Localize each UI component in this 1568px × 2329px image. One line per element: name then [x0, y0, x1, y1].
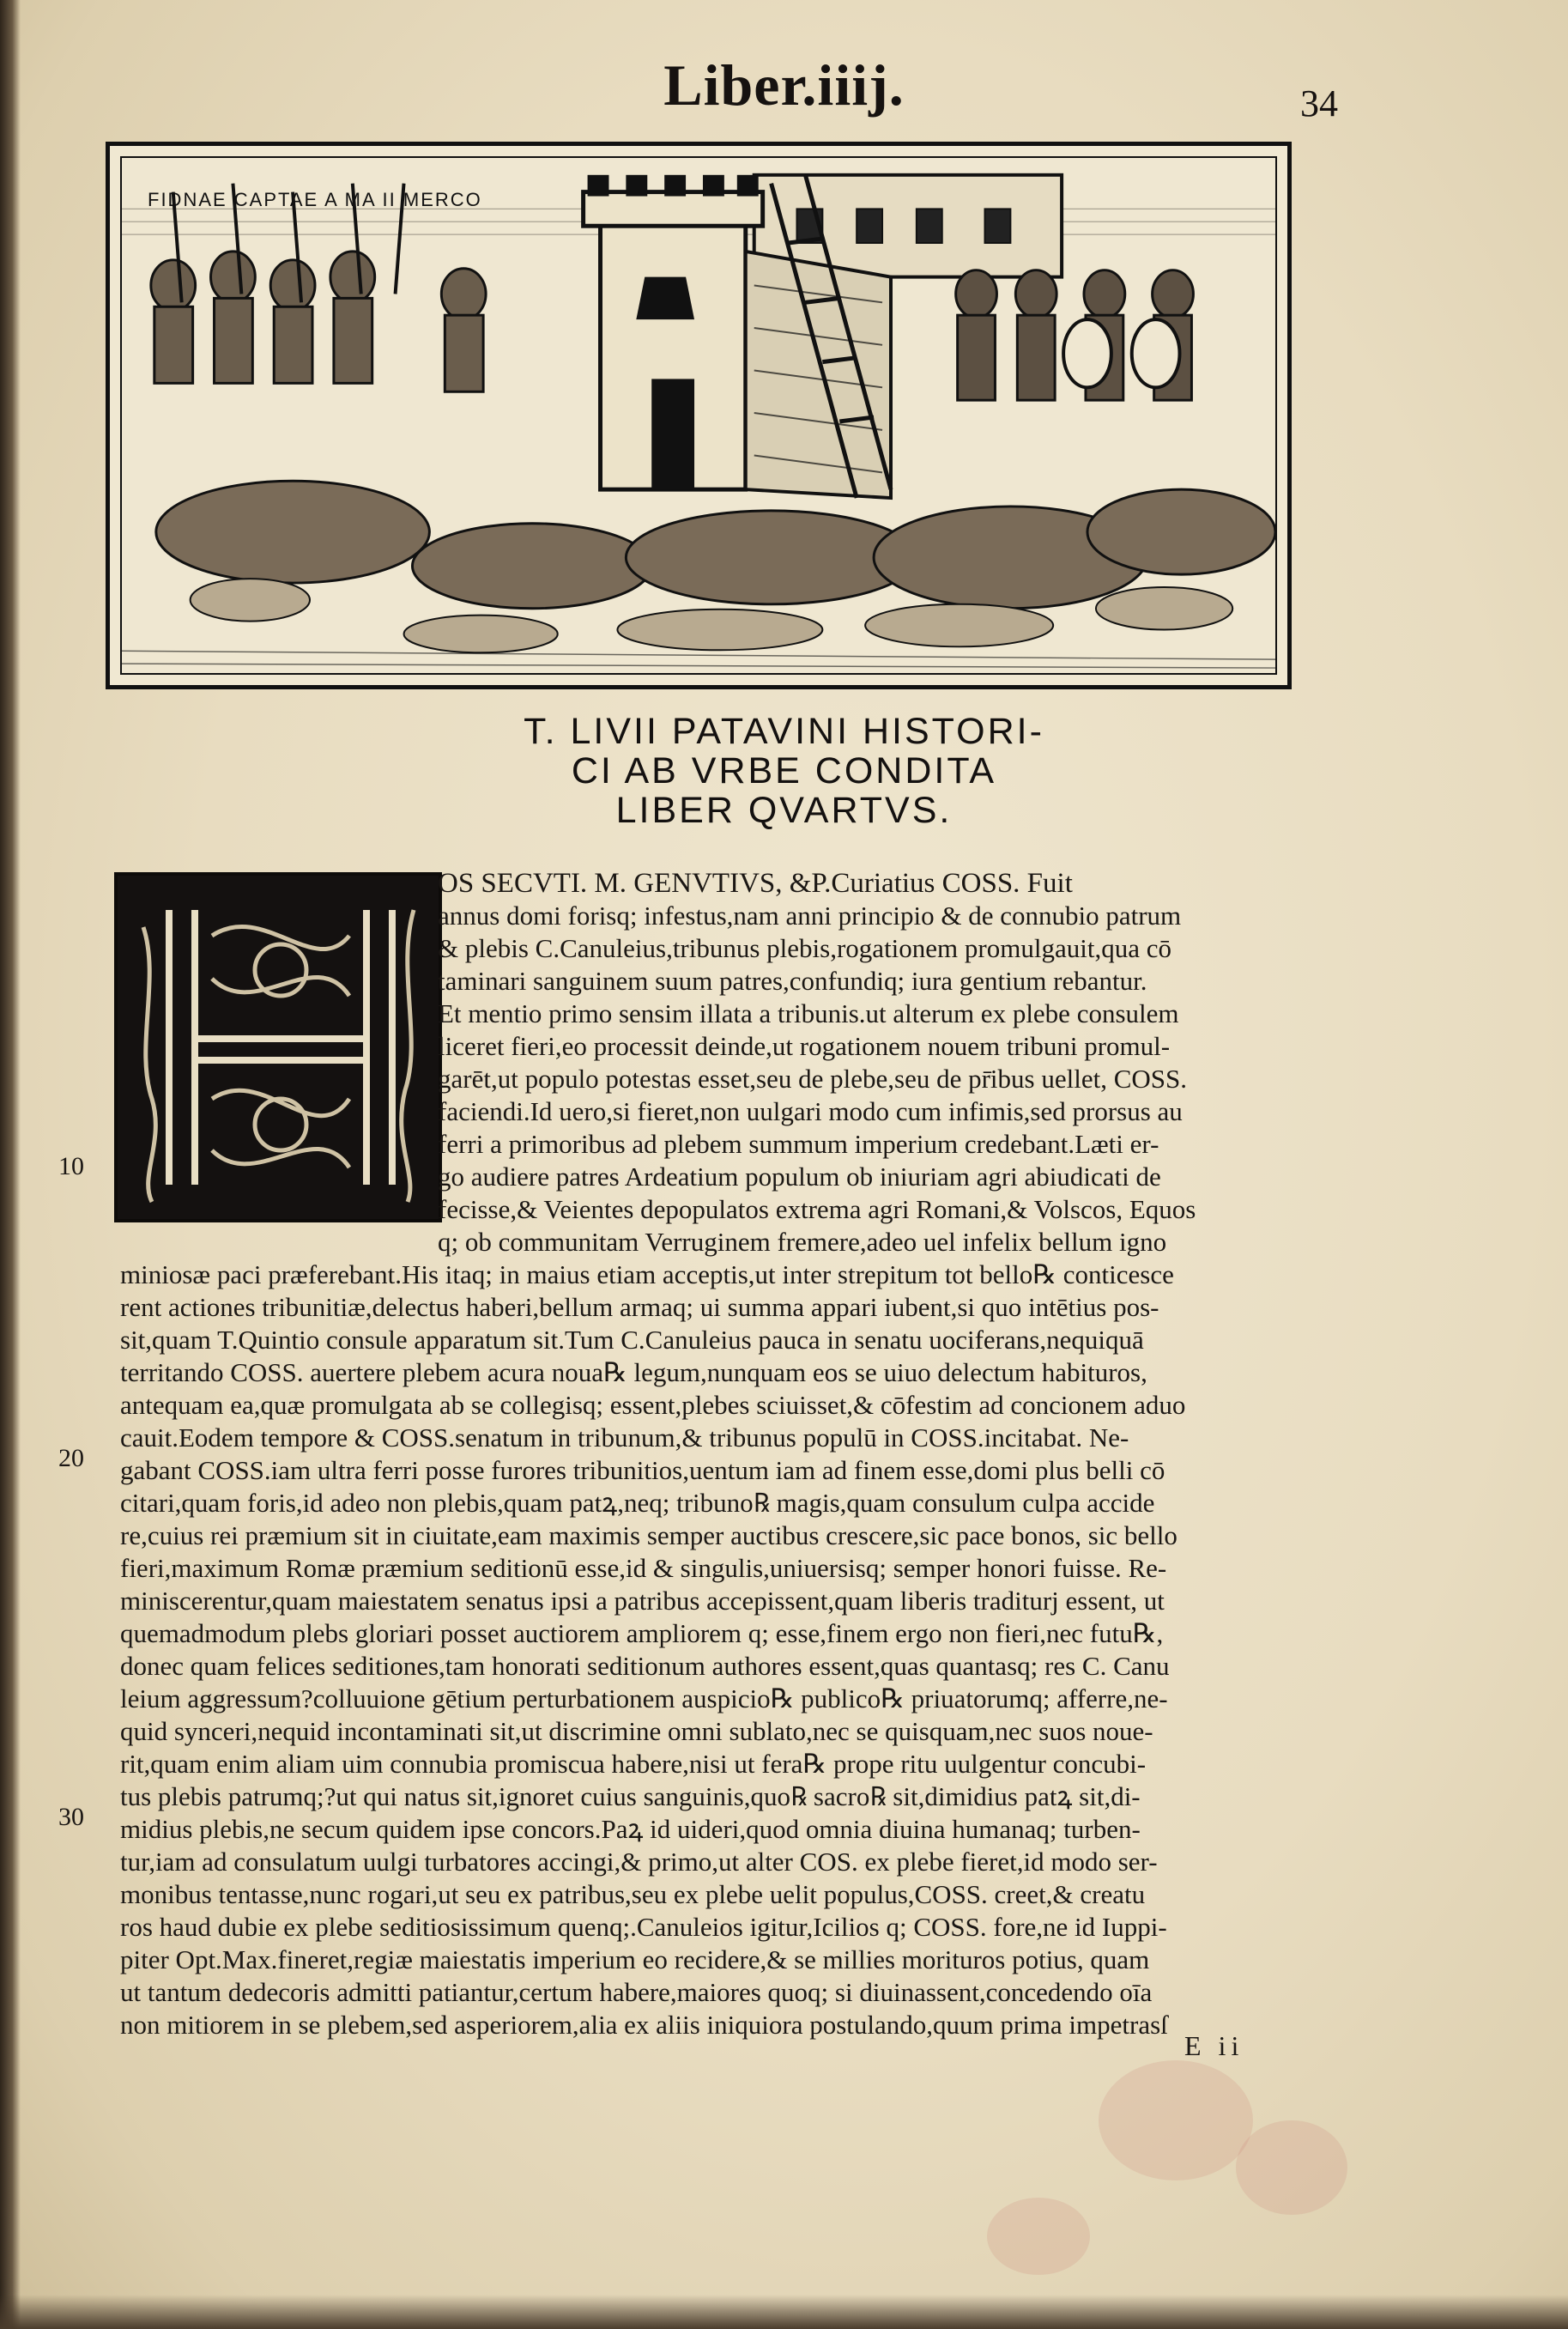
signature-mark: E ii	[1184, 2030, 1244, 2061]
text-line: liceret fieri,eo processit deinde,ut rogationem nouem tribuni promul-	[438, 1031, 1171, 1061]
text-line: donec quam felices seditiones,tam honorati seditionum authores essent,quas quantasq; res C. Canu	[120, 1651, 1170, 1681]
text-line: miniosæ paci præferebant.His itaq; in maius etiam acceptis,ut inter strepitum tot bello℞ conticesce	[120, 1259, 1174, 1289]
ornamental-initial-image	[118, 876, 439, 1219]
woodcut-illustration	[106, 142, 1292, 689]
text-line: midius plebis,ne secum quidem ipse concors.Paꝝ id uideri,quod omnia diuina humanaq; turben-	[120, 1814, 1141, 1844]
text-line: go audiere patres Ardeatium populum ob iniuriam agri abiudicati de	[438, 1161, 1161, 1192]
text-line: ferri a primoribus ad plebem summum imperium credebant.Læti er-	[438, 1129, 1159, 1159]
decorated-initial-h	[114, 872, 442, 1222]
text-line: cauit.Eodem tempore & COSS.senatum in tribunum,& tribunus populū in COSS.incitabat. Ne-	[120, 1422, 1129, 1453]
text-line: OS SECVTI. M. GENVTIVS, &P.Curiatius COSS. Fuit	[438, 868, 1073, 899]
book-title-line-2: CI AB VRBE CONDITA	[571, 750, 997, 791]
text-line: quid synceri,nequid incontaminati sit,ut discrimine omni sublato,nec se quisquam,nec suos noue-	[120, 1716, 1153, 1746]
paper-stain	[987, 2198, 1090, 2275]
text-line: rit,quam enim aliam uim connubia promiscua habere,nisi ut fera℞ prope ritu uulgentur concubi-	[120, 1749, 1147, 1779]
running-head: Liber.iiij.	[663, 52, 905, 118]
text-line: fieri,maximum Romæ præmium seditionū esse,id & singulis,uniuersisq; semper honori fuisse. Re-	[120, 1553, 1167, 1583]
paper-stain	[1236, 2120, 1347, 2215]
text-line: re,cuius rei præmium sit in ciuitate,eam maximis semper auctibus crescere,sic pace bonos, sic bello	[120, 1520, 1178, 1550]
book-title-line-3: LIBER QVARTVS.	[615, 790, 953, 831]
text-line: tur,iam ad consulatum uulgi turbatores accingi,& primo,ut alter COS. ex plebe fieret,id modo ser-	[120, 1847, 1158, 1877]
book-title-line-1: T. LIVII PATAVINI HISTORI-	[524, 711, 1044, 752]
text-line: territando COSS. auertere plebem acura noua℞ legum,nunquam eos se uiuo delectum habituros,	[120, 1357, 1147, 1387]
folio-number: 34	[1300, 82, 1338, 124]
text-line: non mitiorem in se plebem,sed asperiorem,alia ex aliis iniquiora postulando,quum prima impetrasſ	[120, 2010, 1168, 2040]
text-line: Et mentio primo sensim illata a tribunis.ut alterum ex plebe consulem	[438, 998, 1179, 1028]
page-bottom-edge	[0, 2295, 1568, 2329]
text-line: miniscerentur,quam maiestatem senatus ipsi a patribus accepissent,quam liberis traditurj essent, ut	[120, 1586, 1165, 1616]
text-line: rent actiones tribunitiæ,delectus haberi,bellum armaq; ui summa appari iubent,si quo intētius pos-	[120, 1292, 1159, 1322]
woodcut-inscription: FIDNAE CAPTAE A MA II MERCO	[148, 189, 482, 210]
text-line: piter Opt.Max.fineret,regiæ maiestatis imperium eo recidere,& se millies morituros potius, quam	[120, 1944, 1150, 1974]
binding-gutter	[0, 0, 21, 2329]
text-line: sit,quam T.Quintio consule apparatum sit.Tum C.Canuleius pauca in senatu uociferans,nequiquā	[120, 1325, 1144, 1355]
text-line: taminari sanguinem suum patres,confundiq; iura gentium rebantur.	[438, 966, 1147, 996]
text-line: quemadmodum plebs gloriari posset auctiorem ampliorem q; esse,finem ergo non fieri,nec futu℞,	[120, 1618, 1164, 1648]
text-line: annus domi forisq; infestus,nam anni principio & de connubio patrum	[438, 901, 1182, 931]
text-line: & plebis C.Canuleius,tribunus plebis,rogationem promulgauit,qua cō	[438, 933, 1171, 963]
paper-stain	[1099, 2060, 1253, 2180]
margin-number: 10	[58, 1152, 84, 1180]
text-line: antequam ea,quæ promulgata ab se collegisq; essent,plebes sciuisset,& cōfestim ad concionem aduo	[120, 1390, 1186, 1420]
text-line: garēt,ut populo potestas esset,seu de plebe,seu de pr̄ibus uellet, COSS.	[438, 1064, 1188, 1094]
text-line: tus plebis patrumq;?ut qui natus sit,ignoret cuius sanguinis,quo℞ sacro℞ sit,dimidius patꝝ sit,di-	[120, 1781, 1141, 1811]
text-line: ut tantum dedecoris admitti patiantur,certum habere,maiores quoq; si diuinassent,concedendo oīa	[120, 1977, 1153, 2007]
text-line: faciendi.Id uero,si fieret,non uulgari modo cum infimis,sed prorsus au	[438, 1096, 1183, 1126]
text-line: monibus tentasse,nunc rogari,ut seu ex patribus,seu ex plebe uelit populus,COSS. creet,& creatu	[120, 1879, 1146, 1909]
text-line: fecisse,& Veientes depopulatos extrema agri Romani,& Volscos, Equos	[438, 1194, 1196, 1224]
battle-scene-image	[122, 158, 1275, 673]
text-line: leium aggressum?colluuione gētium perturbationem auspicio℞ publico℞ priuatorumq; afferre,ne-	[120, 1683, 1168, 1713]
text-line: gabant COSS.iam ultra ferri posse furores tribunitios,uentum iam ad finem esse,domi plus belli cō	[120, 1455, 1165, 1485]
margin-number: 20	[58, 1444, 84, 1472]
margin-number: 30	[58, 1803, 84, 1831]
text-line: citari,quam foris,id adeo non plebis,quam patꝝ,neq; tribuno℞ magis,quam consulum culpa accide	[120, 1488, 1155, 1518]
text-line: ros haud dubie ex plebe seditiosissimum quenq;.Canuleios igitur,Icilios q; COSS. fore,ne id Iuppi-	[120, 1912, 1167, 1942]
text-line: q; ob communitam Verruginem fremere,adeo uel infelix bellum igno	[438, 1227, 1167, 1257]
